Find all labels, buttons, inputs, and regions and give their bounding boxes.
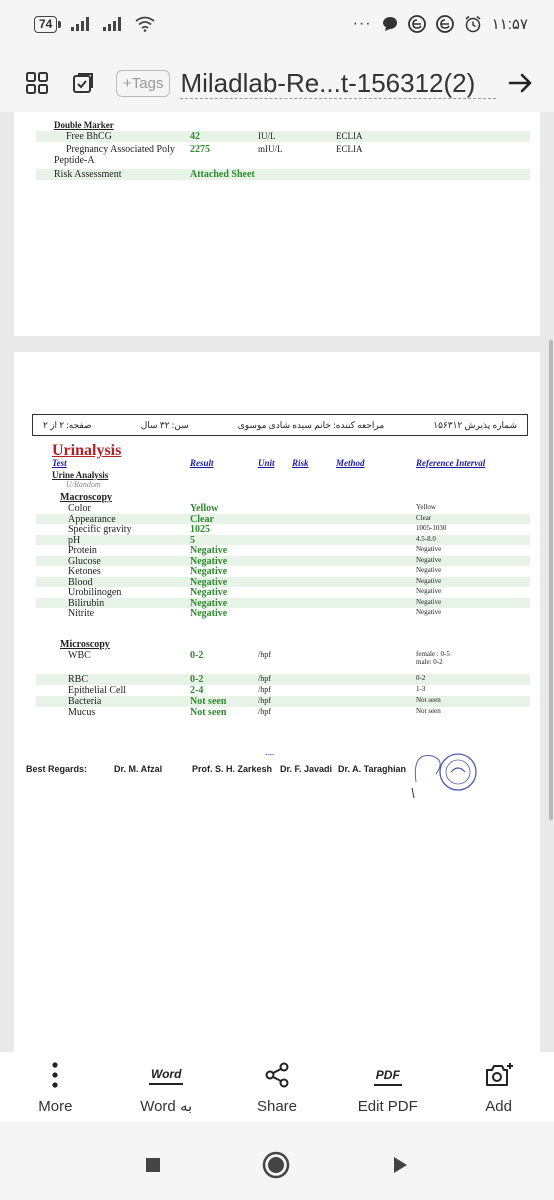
pdf-file-icon: PDF — [374, 1060, 402, 1090]
test-result: Negative — [190, 608, 228, 619]
reference-value: 4.5-8.0 — [416, 534, 436, 543]
battery-level: 74 — [34, 16, 57, 33]
signal-icon-2 — [103, 17, 125, 31]
pdf-page-2 — [14, 352, 540, 1052]
test-name: Glucose — [68, 555, 101, 567]
status-bar — [0, 0, 554, 48]
test-result: 5 — [190, 534, 195, 546]
test-name-cont: Peptide-A — [54, 155, 95, 166]
test-method: ECLIA — [336, 131, 363, 141]
reference-value: 1-3 — [416, 685, 426, 693]
reference-value: Not seen — [416, 696, 441, 704]
document-title[interactable]: Miladlab-Re...t-156312(2) — [180, 68, 496, 99]
home-icon[interactable] — [261, 1150, 291, 1180]
patient-age: سن: ۳۲ سال — [140, 419, 189, 430]
test-result: Negative — [190, 587, 228, 598]
back-icon[interactable] — [391, 1156, 409, 1174]
reference-value: female : 0-5 — [416, 650, 450, 658]
row-band — [36, 556, 530, 567]
test-name: Mucus — [68, 707, 96, 718]
reference-value: Negative — [416, 566, 442, 574]
system-nav-bar — [0, 1130, 554, 1200]
reference-value: Negative — [416, 545, 442, 553]
sample-type: U/Random — [66, 480, 101, 489]
edit-pdf-label: Edit PDF — [357, 1097, 418, 1115]
row-band — [36, 674, 530, 685]
reference-value: Negative — [416, 597, 442, 606]
reference-value-2: male: 0-2 — [416, 658, 443, 666]
col-risk: Risk — [292, 458, 309, 468]
reference-value: Negative — [416, 608, 442, 616]
reference-value: 1005-1030 — [416, 524, 447, 532]
test-unit: /hpf — [258, 674, 271, 683]
test-name: Blood — [68, 576, 93, 588]
test-name: Ketones — [68, 566, 101, 577]
signal-icon — [71, 17, 93, 31]
share-button[interactable] — [227, 1060, 327, 1115]
reference-value: Clear — [416, 513, 432, 522]
add-label: Add — [485, 1097, 512, 1115]
col-result: Result — [190, 458, 214, 468]
sub-title: Urine Analysis — [52, 470, 109, 480]
test-name: Color — [68, 503, 91, 514]
test-result: 1025 — [190, 524, 210, 535]
forward-arrow-icon[interactable] — [506, 72, 536, 94]
to-word-button[interactable] — [116, 1059, 216, 1115]
patient-name: مراجعه کننده: خانم سیده شادی موسوی — [237, 419, 385, 430]
share-icon — [264, 1060, 290, 1090]
sign-doctor-3: Dr. F. Javadi — [280, 764, 333, 774]
test-name: Pregnancy Associated Poly — [66, 144, 175, 155]
tags-button[interactable]: +Tags — [116, 70, 170, 97]
more-label: More — [38, 1097, 73, 1115]
test-unit: /hpf — [258, 650, 271, 659]
test-unit: mIU/L — [258, 144, 283, 154]
test-result: Attached Sheet — [190, 169, 255, 180]
wifi-icon — [135, 16, 155, 32]
test-result: Clear — [190, 513, 214, 525]
test-result: Yellow — [190, 503, 219, 514]
edit-pdf-button[interactable] — [338, 1060, 438, 1115]
to-word-label: Word به — [140, 1098, 193, 1115]
test-result: Negative — [190, 545, 228, 556]
test-name: Protein — [68, 545, 97, 556]
more-vertical-icon — [51, 1060, 59, 1090]
test-result: 42 — [190, 131, 200, 142]
macroscopy-title: Macroscopy — [60, 492, 113, 503]
row-band — [36, 598, 530, 609]
microscopy-title: Microscopy — [60, 639, 110, 650]
test-name: Free BhCG — [66, 131, 112, 142]
test-unit: IU/L — [258, 131, 276, 141]
test-result: Not seen — [190, 707, 227, 718]
select-checkbox-icon[interactable] — [70, 70, 96, 96]
recents-icon[interactable] — [145, 1157, 161, 1173]
report-title: Urinalysis — [52, 442, 122, 459]
test-result: 0-2 — [190, 674, 204, 685]
test-result: 2-4 — [190, 685, 204, 696]
reference-value: Negative — [416, 587, 442, 595]
sign-doctor-4: Dr. A. Taraghian — [338, 764, 407, 774]
test-method: ECLIA — [336, 144, 363, 154]
row-band — [36, 696, 530, 707]
col-unit: Unit — [258, 458, 275, 468]
chat-icon — [382, 16, 398, 32]
test-result: 2275 — [190, 144, 210, 155]
more-button[interactable] — [5, 1060, 105, 1115]
test-result: Negative — [190, 566, 228, 577]
test-result: Negative — [190, 555, 228, 567]
test-unit: /hpf — [258, 685, 271, 694]
col-test: Test — [52, 458, 67, 468]
test-result: Negative — [190, 576, 228, 588]
small-mark: ---- — [265, 750, 275, 758]
alarm-icon — [464, 15, 482, 33]
clock: ۱۱:۵۷ — [491, 16, 528, 33]
test-name: Risk Assessment — [54, 169, 122, 180]
reference-value: Not seen — [416, 707, 441, 715]
test-name: Epithelial Cell — [68, 685, 127, 696]
test-unit: /hpf — [258, 696, 271, 705]
test-unit: /hpf — [258, 707, 271, 716]
reception-number: شماره پذیرش ۱۵۶۳۱۲ — [433, 419, 517, 430]
test-name: pH — [68, 534, 81, 546]
test-name: Nitrite — [68, 608, 95, 619]
reference-value: Yellow — [416, 503, 436, 511]
more-notifications-icon: ··· — [352, 15, 372, 32]
scrollbar[interactable] — [549, 340, 553, 820]
test-name: Appearance — [68, 513, 116, 525]
grid-view-icon[interactable] — [24, 70, 50, 96]
add-camera-icon — [484, 1060, 514, 1090]
test-name: Specific gravity — [68, 524, 132, 535]
test-name: Bilirubin — [68, 597, 105, 609]
bottom-action-bar — [0, 1052, 554, 1122]
section-title: Double Marker — [54, 120, 114, 130]
col-reference: Reference Interval — [416, 458, 486, 468]
patient-header — [32, 414, 528, 436]
reference-value: Negative — [416, 555, 442, 564]
row-band — [36, 535, 530, 546]
reference-value: Negative — [416, 576, 442, 585]
test-result: Negative — [190, 597, 228, 609]
add-button[interactable] — [449, 1060, 549, 1115]
word-file-icon: Word — [149, 1059, 183, 1089]
reference-value: 0-2 — [416, 674, 426, 682]
doc-toolbar — [0, 58, 554, 108]
col-method: Method — [336, 458, 365, 468]
row-band — [36, 577, 530, 588]
sign-doctor-1: Dr. M. Afzal — [114, 764, 163, 774]
lab-stamp-icon — [406, 742, 480, 802]
share-label: Share — [256, 1097, 297, 1115]
test-name: WBC — [68, 650, 91, 661]
page-number: صفحه: ۲ از ۲ — [43, 419, 92, 430]
sign-regards: Best Regards: — [26, 764, 88, 774]
test-name: Bacteria — [68, 696, 102, 707]
document-viewer[interactable] — [0, 112, 554, 1052]
app-icon-2 — [436, 15, 454, 33]
test-name: RBC — [68, 674, 89, 685]
test-result: 0-2 — [190, 650, 204, 661]
test-name: Urobilinogen — [68, 587, 122, 598]
test-result: Not seen — [190, 696, 227, 707]
sign-doctor-2: Prof. S. H. Zarkesh — [192, 764, 273, 774]
app-icon — [408, 15, 426, 33]
pdf-page-1 — [14, 112, 540, 336]
battery-icon — [34, 16, 61, 33]
